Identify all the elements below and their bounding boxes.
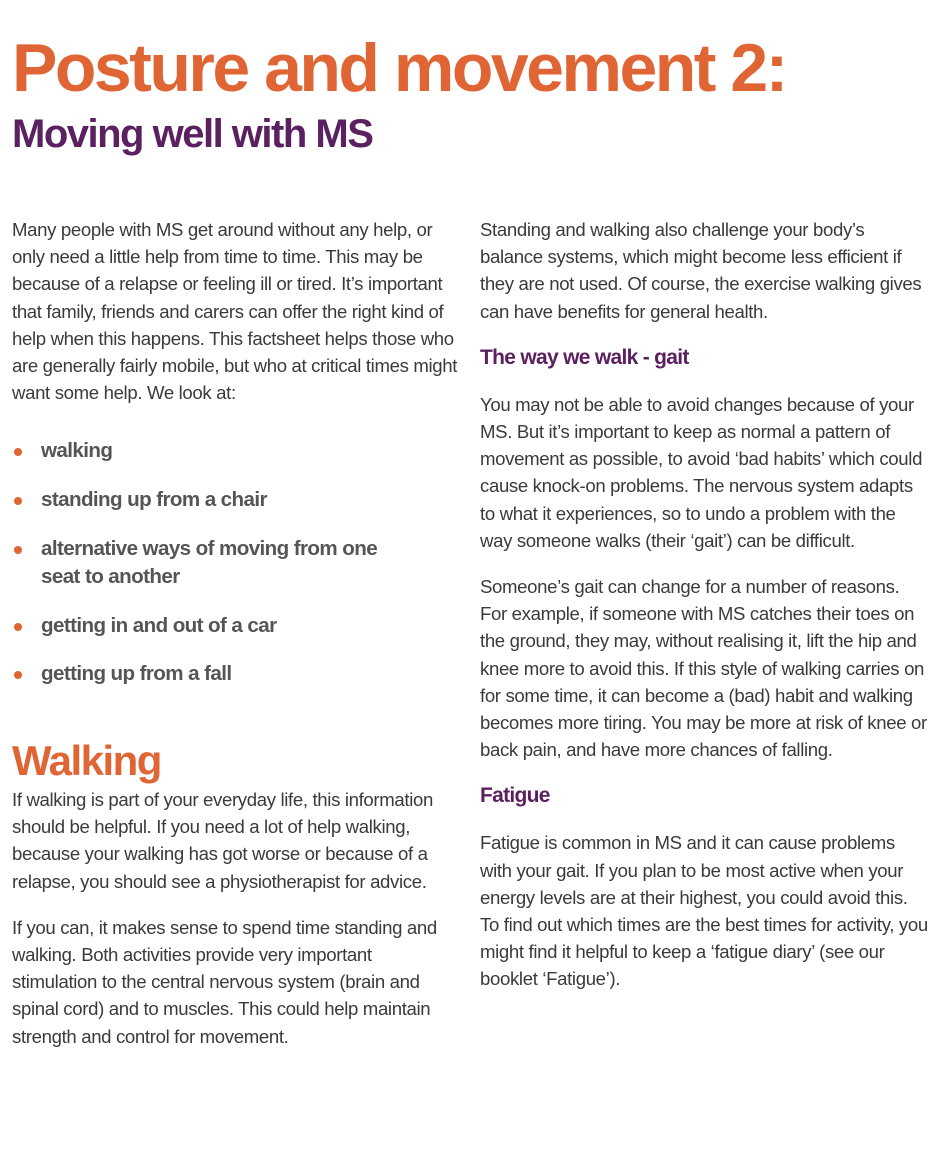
page-subtitle: Moving well with MS — [12, 112, 373, 156]
right-column — [480, 216, 930, 1012]
bullet-dot-icon — [14, 448, 22, 456]
gait-paragraph-2: Someone’s gait can change for a number of reasons. For example, if someone with MS catches their toes on the ground, they may, without realising it, lift the hip and knee more to avoid this. If this style of walking carries on for some time, it can become a (bad) habit and walking becomes more tiring. You may be more at risk of knee or back pain, and have more chances of falling. — [480, 576, 927, 761]
walking-paragraph-1: If walking is part of your everyday life, this information should be helpful. If you need a lot of help walking, because your walking has got worse or because of a relapse, you should see a physiotherapist for advice. — [12, 788, 433, 892]
balance-paragraph: Standing and walking also challenge your body’s balance systems, which might become less efficient if they are not used. Of course, the exercise walking gives can have benefits for general health. — [480, 219, 922, 322]
topics-list — [12, 437, 458, 689]
list-item-label: getting up from a fall — [41, 662, 232, 686]
walking-heading: Walking — [12, 736, 161, 784]
fatigue-paragraph: Fatigue is common in MS and it can cause problems with your gait. If you plan to be most active when your energy levels are at their highest, you could avoid this. To find out which times are the best times for activity, you might find it helpful to keep a ‘fatigue diary’ (see our booklet ‘Fatigue’). — [480, 832, 928, 990]
list-item-label: getting in and out of a car — [41, 613, 277, 637]
list-item — [12, 535, 386, 592]
gait-paragraph-1: You may not be able to avoid changes because of your MS. But it’s important to keep as normal a pattern of movement as possible, to avoid ‘bad habits’ which could cause knock-on problems. The nervous system adapts to what it experiences, so to undo a problem with the way someone walks (their ‘gait’) can be difficult. — [480, 393, 923, 551]
bullet-dot-icon — [14, 623, 22, 631]
list-item — [12, 486, 458, 515]
walking-paragraph-2: If you can, it makes sense to spend time standing and walking. Both activities provide very important stimulation to the central nervous system (brain and spinal cord) and to muscles. This could help maintain strength and control for movement. — [12, 916, 437, 1047]
gait-heading: The way we walk - gait — [480, 345, 689, 369]
left-column — [12, 216, 458, 1069]
bullet-dot-icon — [14, 671, 22, 679]
intro-paragraph: Many people with MS get around without any help, or only need a little help from time to time. This may be because of a relapse or feeling ill or tired. It’s important that family, friends and carers can offer the right kind of help when this happens. This factsheet helps those who are generally fairly mobile, but who at critical times might want some help. We look at: — [12, 219, 458, 404]
bullet-dot-icon — [14, 497, 22, 505]
list-item — [12, 437, 458, 466]
list-item-label: alternative ways of moving from one seat to another — [41, 536, 378, 589]
list-item-label: standing up from a chair — [41, 488, 267, 512]
bullet-dot-icon — [14, 546, 22, 554]
list-item — [12, 612, 458, 641]
list-item-label: walking — [41, 439, 113, 463]
list-item — [12, 660, 458, 689]
fatigue-heading: Fatigue — [480, 784, 550, 808]
page-title: Posture and movement 2: — [12, 30, 786, 106]
